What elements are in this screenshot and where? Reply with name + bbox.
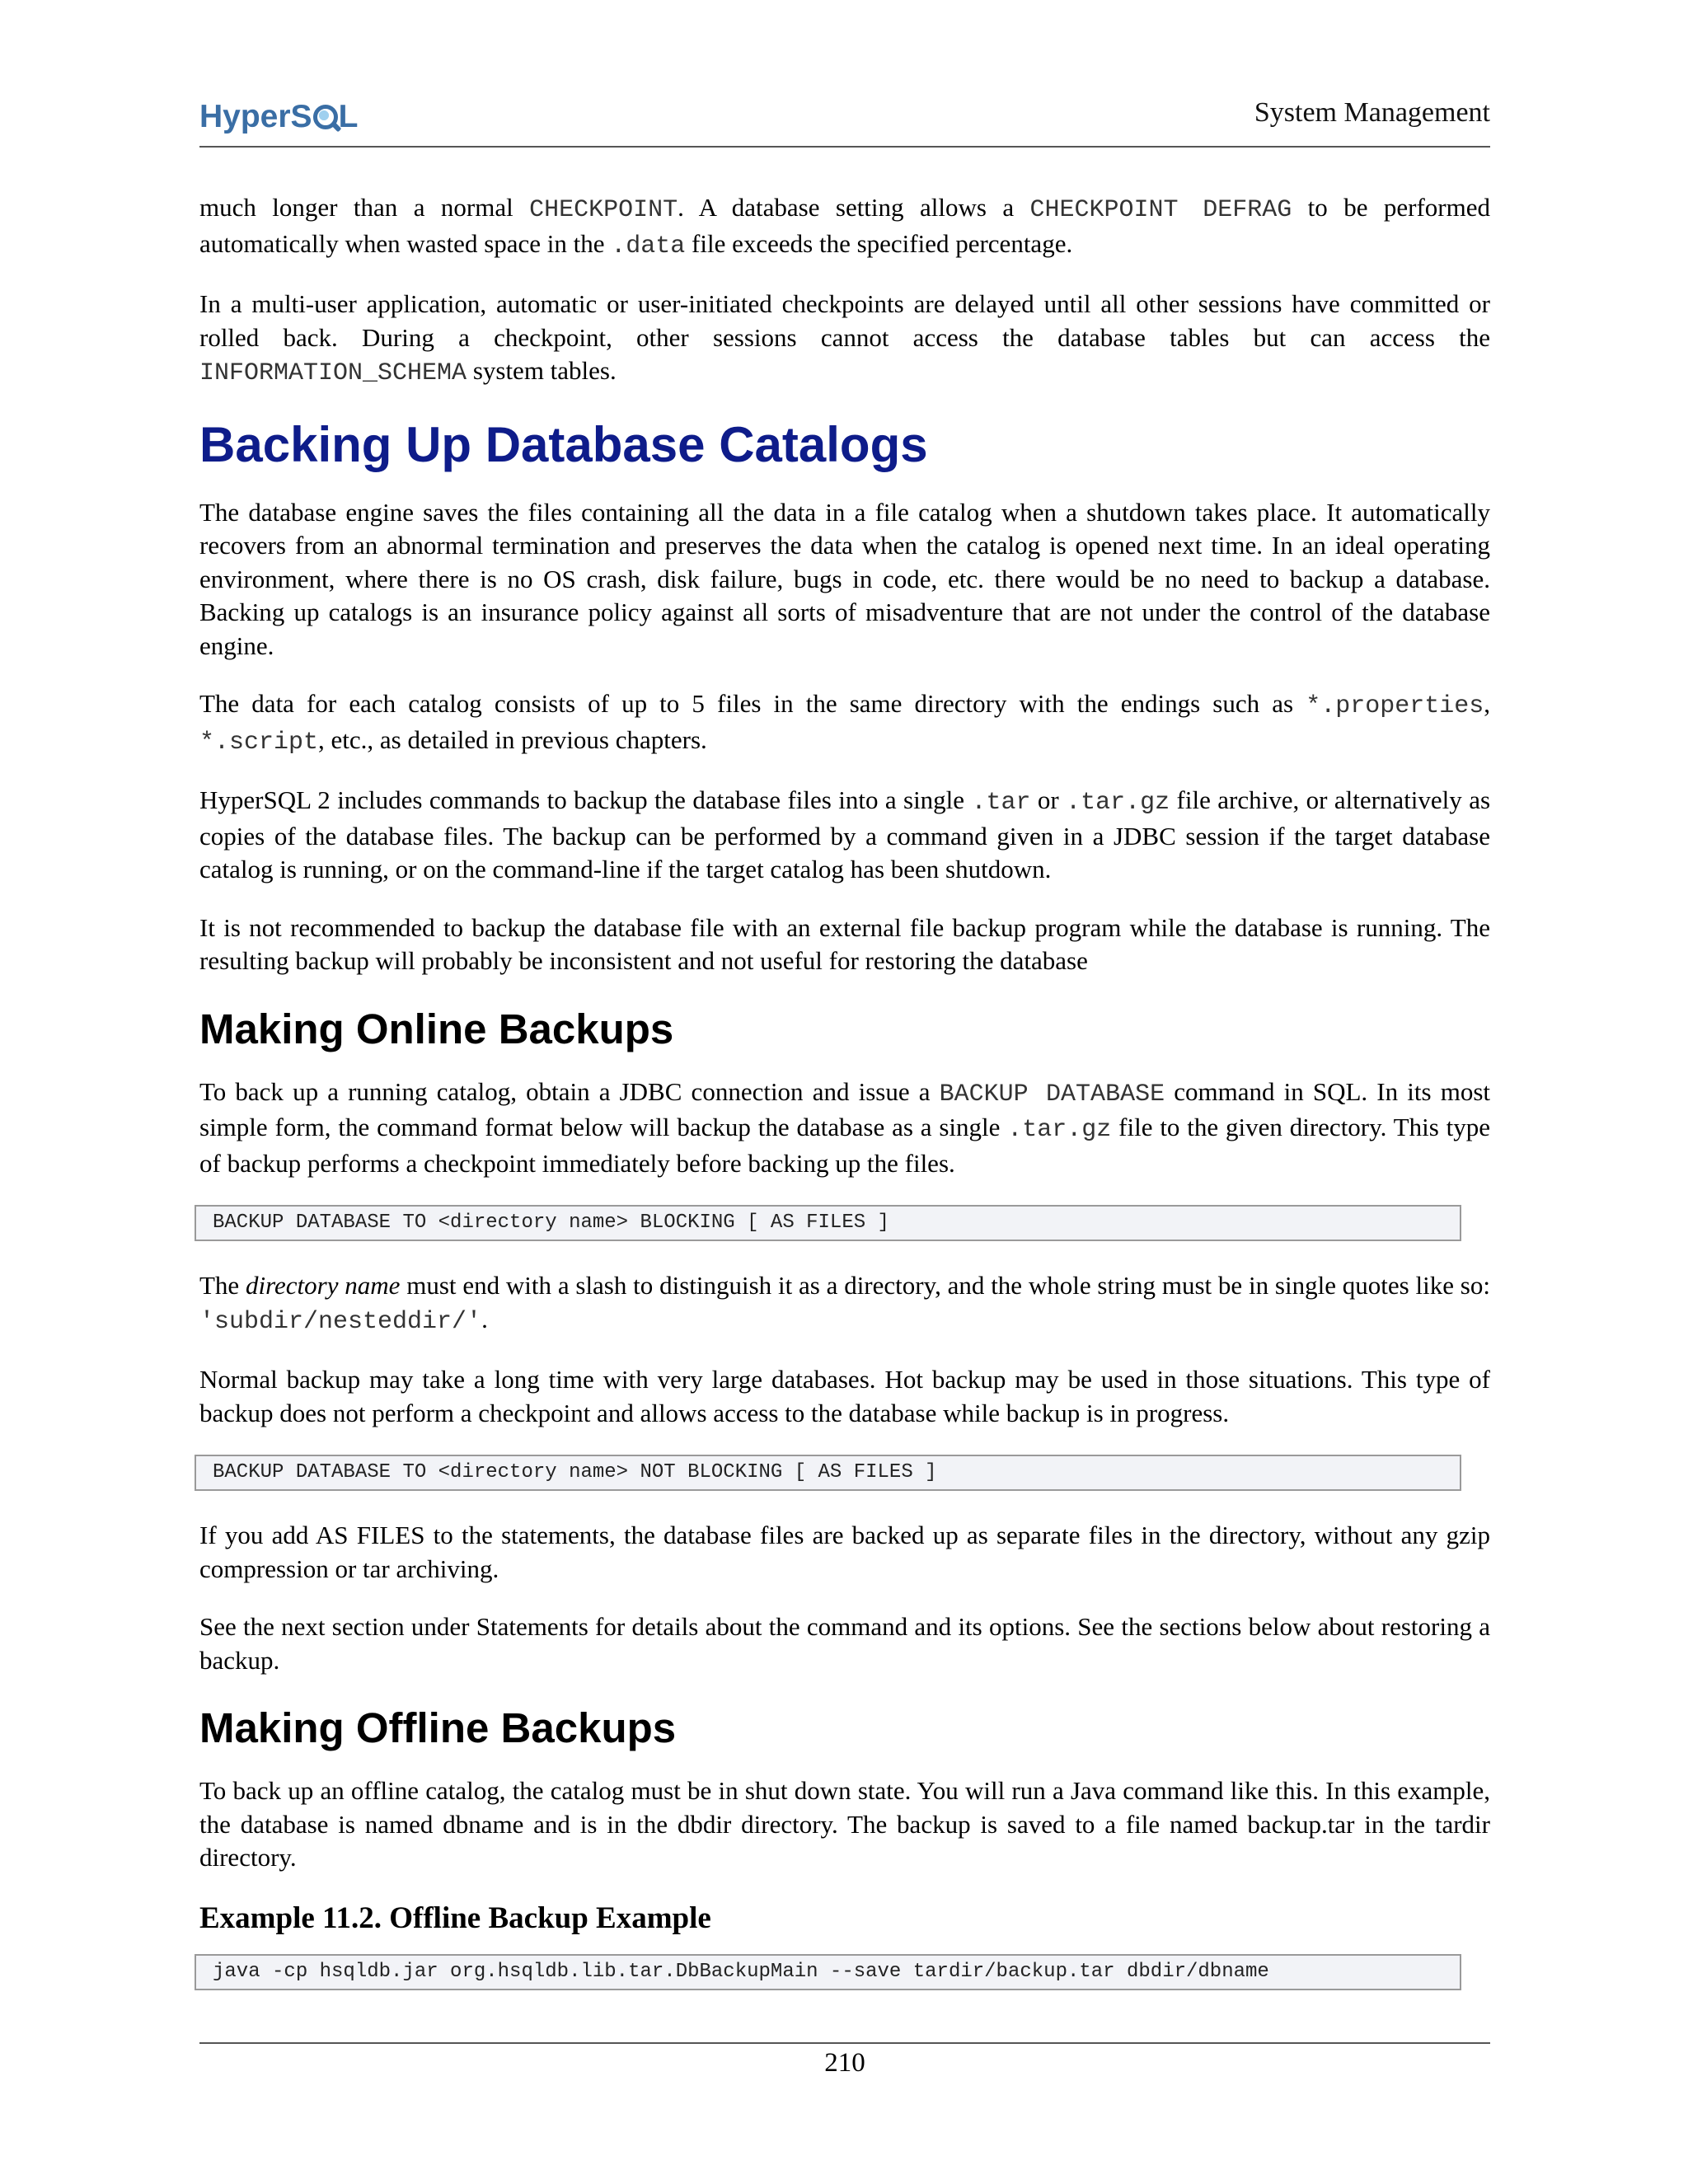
logo-text-start: HyperS — [199, 99, 312, 134]
inline-code: CHECKPOINT DEFRAG — [1029, 196, 1292, 224]
chapter-title: System Management — [1254, 97, 1490, 128]
text: , — [1484, 689, 1490, 718]
page-number: 210 — [824, 2048, 865, 2078]
code-block-offline-backup: java -cp hsqldb.jar org.hsqldb.lib.tar.DbBackupMain --save tardir/backup.tar dbdir/dbname — [195, 1954, 1461, 1990]
logo-text-end: L — [338, 99, 359, 134]
text: The data for each catalog consists of up to 5 files in the same directory with the endings such as — [199, 689, 1306, 718]
inline-code: BACKUP DATABASE — [939, 1080, 1165, 1108]
backing-up-paragraph-4: It is not recommended to backup the database file with an external file backup program while the database is running. The resulting backup will probably be inconsistent and not useful for restoring the database — [199, 912, 1490, 975]
emphasis: directory name — [246, 1271, 401, 1300]
backing-up-paragraph-1: The database engine saves the files containing all the data in a file catalog when a shutdown takes place. It automatically recovers from an abnormal termination and preserves the data when the catalog is opened next time. In an ideal operating environment, where there is no OS crash, disk failure, bugs in code, etc. there would be no need to backup a database. Backing up catalogs is an insurance policy against all sorts of misadventure that are not under the control of the database engine. — [199, 497, 1490, 660]
inline-code: *.script — [199, 728, 319, 757]
inline-code: .tar.gz — [1007, 1116, 1112, 1144]
backing-up-paragraph-2 — [199, 687, 1490, 759]
inline-code: 'subdir/nesteddir/' — [199, 1307, 482, 1336]
online-paragraph-1 — [199, 1076, 1490, 1181]
text: much longer than a normal — [199, 193, 530, 222]
text: HyperSQL 2 includes commands to backup the database files into a single — [199, 785, 972, 814]
hypersql-logo — [199, 99, 358, 135]
footer-divider — [199, 2042, 1490, 2044]
text: file exceeds the specified percentage. — [685, 228, 1073, 258]
online-paragraph-4: If you add AS FILES to the statements, the database files are backed up as separate files in the directory, without any gzip compression or tar archiving. — [199, 1521, 1490, 1583]
text: file to the given directory. This type of backup performs a checkpoint immediately before backing up the files. — [199, 1113, 1491, 1178]
online-paragraph-3: Normal backup may take a long time with very large databases. Hot backup may be used in those situations. This type of backup does not perform a checkpoint and allows access to the database while backup is in progress. — [199, 1365, 1490, 1427]
intro-paragraph-2 — [199, 288, 1490, 391]
online-paragraph-2 — [199, 1269, 1490, 1338]
backing-up-paragraph-3 — [199, 784, 1490, 887]
section-heading-backing-up: Backing Up Database Catalogs — [199, 416, 928, 472]
example-title: Example 11.2. Offline Backup Example — [199, 1900, 711, 1935]
text: . A database setting allows a — [678, 193, 1030, 222]
text: To back up a running catalog, obtain a JDBC connection and issue a — [199, 1076, 940, 1106]
online-paragraph-5: See the next section under Statements for details about the command and its options. See the sections below about restoring a backup. — [199, 1612, 1490, 1675]
inline-code: INFORMATION_SCHEMA — [199, 359, 467, 387]
text: , etc., as detailed in previous chapters. — [318, 724, 707, 754]
header-divider — [199, 146, 1490, 148]
text: to be performed automatically when wasted space in the — [199, 193, 1490, 258]
subsection-heading-offline: Making Offline Backups — [199, 1704, 677, 1751]
text: The — [199, 1271, 246, 1300]
magnifier-q-icon — [313, 105, 338, 129]
text: In a multi-user application, automatic or user-initiated checkpoints are delayed until all other sessions have committed or rolled back. During a checkpoint, other sessions cannot access the database tables but can access the — [199, 289, 1490, 352]
inline-code: .data — [611, 232, 686, 260]
code-block-blocking: BACKUP DATABASE TO <directory name> BLOCKING [ AS FILES ] — [195, 1205, 1461, 1241]
inline-code: *.properties — [1306, 692, 1484, 720]
text: command in SQL. In its most simple form, the command format below will backup the database as a single — [199, 1076, 1490, 1141]
offline-paragraph-1: To back up an offline catalog, the catalog must be in shut down state. You will run a Java command like this. In this example, the database is named dbname and is in the dbdir directory. The backup is saved to a file named backup.tar in the tardir directory. — [199, 1776, 1490, 1872]
subsection-heading-online: Making Online Backups — [199, 1005, 674, 1052]
text: must end with a slash to distinguish it as a directory, and the whole string must be in single quotes like so: — [400, 1271, 1490, 1300]
inline-code: .tar — [971, 789, 1031, 817]
text: system tables. — [467, 356, 617, 385]
text: or — [1030, 785, 1067, 814]
intro-paragraph-1 — [199, 191, 1490, 263]
inline-code: .tar.gz — [1066, 789, 1170, 817]
page-content — [199, 191, 1490, 2018]
text: . — [481, 1304, 488, 1333]
inline-code: CHECKPOINT — [529, 196, 678, 224]
text: file archive, or alternatively as copies of the database files. The backup can be performed by a command given in a JDBC session if the target database catalog is running, or on the command-line if the target catalog has been shutdown. — [199, 785, 1491, 883]
code-block-not-blocking: BACKUP DATABASE TO <directory name> NOT BLOCKING [ AS FILES ] — [195, 1455, 1461, 1491]
page-header — [199, 92, 1490, 147]
